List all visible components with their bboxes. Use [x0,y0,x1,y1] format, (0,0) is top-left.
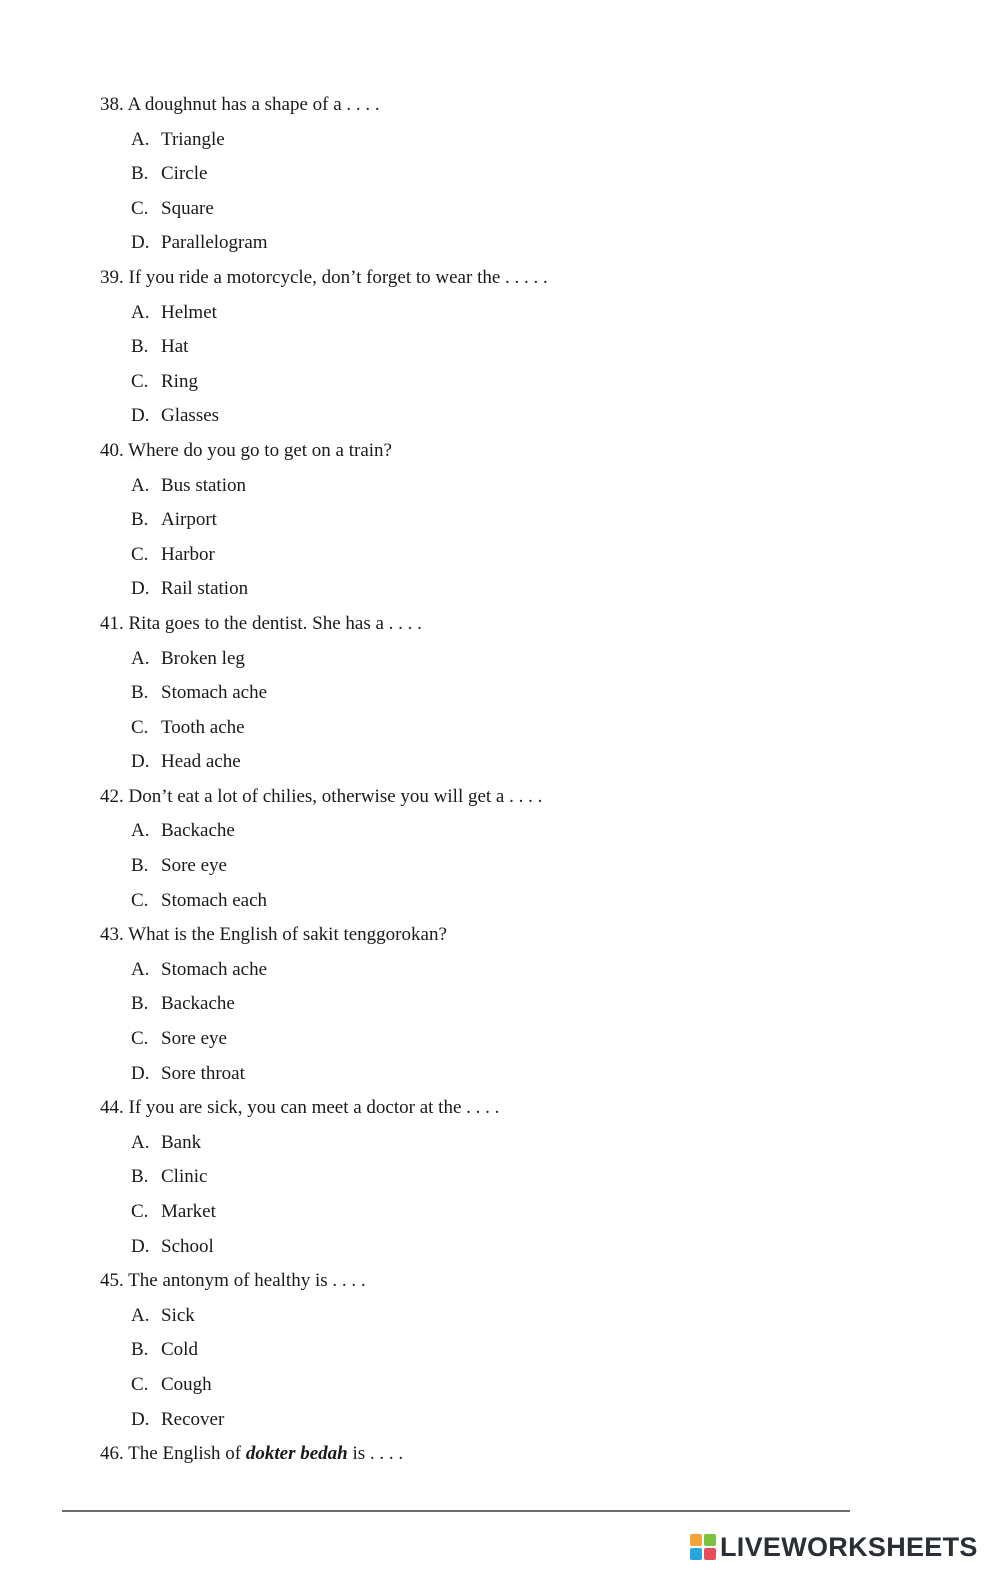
question-text: What is the English of sakit tenggorokan? [128,924,447,946]
question-stem [100,261,860,296]
option-letter: A. [131,301,150,323]
option-letter: C. [131,370,149,392]
option-text: Backache [161,993,235,1015]
answer-option [100,296,860,331]
logo-square [704,1534,716,1546]
option-letter: A. [131,1131,150,1153]
option-text: Helmet [161,301,217,323]
answer-option [100,1230,860,1265]
question-number: 43. [100,924,124,946]
option-text: Stomach each [161,889,268,911]
question-emphasis: dokter bedah [245,1443,348,1465]
brand-name: LIVEWORKSHEETS [720,1531,978,1562]
question-stem [100,780,860,815]
option-text: Circle [161,163,208,185]
question-text: Rita goes to the dentist. She has a . . . . [128,612,422,634]
answer-option [100,157,860,192]
option-letter: C. [131,716,149,738]
answer-option [100,745,860,780]
option-letter: B. [131,1339,149,1361]
option-text: Sore eye [161,855,227,877]
liveworksheets-logo-icon [690,1534,716,1560]
answer-option [100,1057,860,1092]
answer-option [100,330,860,365]
logo-square [690,1534,702,1546]
question-stem [100,1091,860,1126]
question-stem [100,607,860,642]
option-text: Stomach ache [161,958,268,980]
option-text: Bus station [161,474,246,496]
question-number: 40. [100,439,124,461]
question-stem [100,88,860,123]
question-text: Don’t eat a lot of chilies, otherwise you will get a . . . . [128,785,543,807]
option-letter: C. [131,1201,149,1222]
option-text: Airport [161,509,217,531]
option-letter: D. [131,1408,150,1430]
question-number: 42. [100,785,124,807]
answer-option [100,1299,860,1334]
brand-footer [690,1531,978,1563]
logo-square [704,1548,716,1560]
option-letter: B. [131,336,149,358]
question-list [100,88,860,1472]
option-letter: B. [131,682,149,704]
answer-option [100,814,860,849]
answer-option [100,1333,860,1368]
answer-option [100,503,860,538]
question-number: 41. [100,612,124,634]
answer-option [100,1160,860,1195]
option-text: Head ache [161,751,241,773]
question-text: If you are sick, you can meet a doctor at the . . . . [128,1097,500,1119]
question-text: is . . . . [352,1443,404,1465]
footer-divider [62,1510,850,1512]
option-letter: A. [131,128,150,150]
option-text: Cough [161,1373,212,1395]
option-text: Cold [161,1339,198,1361]
question-stem [100,1437,860,1472]
option-letter: C. [131,889,149,911]
answer-option [100,953,860,988]
option-text: School [161,1235,214,1257]
answer-option [100,226,860,261]
option-text: Tooth ache [161,716,245,738]
option-text: Harbor [161,543,215,565]
option-letter: B. [131,1166,149,1188]
option-letter: D. [131,405,150,427]
option-text: Recover [161,1408,225,1430]
question-number: 38. [100,94,124,115]
option-letter: C. [131,1373,149,1395]
option-letter: B. [131,163,149,185]
answer-option [100,365,860,400]
question-number: 45. [100,1270,124,1292]
answer-option [100,642,860,677]
question-stem [100,434,860,469]
answer-option [100,192,860,227]
option-letter: D. [131,232,150,254]
option-text: Bank [161,1131,202,1153]
option-letter: A. [131,820,150,842]
question-stem [100,1264,860,1299]
answer-option [100,849,860,884]
question-text: If you ride a motorcycle, don’t forget to wear the . . . . . [128,266,548,288]
option-letter: C. [131,1028,149,1050]
answer-option [100,538,860,573]
option-letter: A. [131,647,150,669]
option-letter: B. [131,855,149,877]
option-letter: A. [131,1304,150,1326]
answer-option [100,711,860,746]
answer-option [100,469,860,504]
answer-option [100,123,860,158]
option-letter: D. [131,1062,150,1084]
option-letter: B. [131,509,149,531]
option-letter: D. [131,751,150,773]
answer-option [100,987,860,1022]
option-letter: D. [131,578,150,600]
option-text: Broken leg [161,647,245,669]
option-text: Clinic [161,1166,208,1188]
question-text: The antonym of healthy is . . . . [128,1270,366,1292]
option-text: Stomach ache [161,682,268,704]
option-text: Glasses [161,405,220,427]
option-text: Sore eye [161,1028,227,1050]
option-text: Hat [161,336,189,358]
option-text: Backache [161,820,235,842]
answer-option [100,399,860,434]
option-text: Sore throat [161,1062,245,1084]
option-text: Sick [161,1304,195,1326]
option-text: Rail station [161,578,249,600]
option-letter: C. [131,197,149,219]
question-text: Where do you go to get on a train? [128,439,392,461]
question-number: 44. [100,1097,124,1119]
answer-option [100,572,860,607]
answer-option [100,1126,860,1161]
question-text: A doughnut has a shape of a . . . . [127,94,380,115]
option-letter: B. [131,993,149,1015]
question-text: The English of [128,1443,242,1465]
option-text: Triangle [161,128,225,150]
option-letter: D. [131,1235,150,1257]
logo-square [690,1548,702,1560]
question-number: 39. [100,266,124,288]
option-text: Ring [161,370,198,392]
answer-option [100,1022,860,1057]
answer-option [100,1403,860,1438]
answer-option [100,1195,860,1230]
option-letter: C. [131,543,149,565]
option-letter: A. [131,474,150,496]
option-text: Parallelogram [161,232,268,254]
question-stem [100,918,860,953]
answer-option [100,1368,860,1403]
answer-option [100,676,860,711]
option-text: Market [161,1201,216,1222]
option-text: Square [161,197,214,219]
option-letter: A. [131,958,150,980]
question-number: 46. [100,1443,124,1465]
answer-option [100,884,860,919]
